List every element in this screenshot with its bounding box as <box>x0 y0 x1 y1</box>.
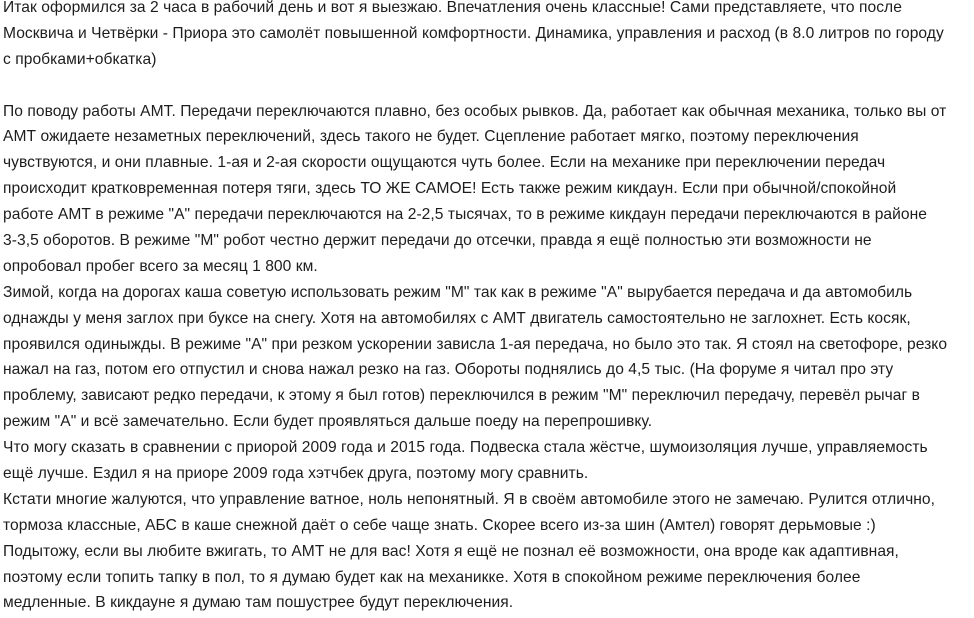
text-line: медленные. В кикдауне я думаю там пошустрее будут переключения. <box>3 594 514 612</box>
text-line: Что могу сказать в сравнении с приорой 2009 года и 2015 года. Подвеска стала жёстче, шумоизоляция лучше, управляемость <box>3 439 928 457</box>
text-line: работе АМТ в режиме "А" передачи переключаются на 2-2,5 тысячах, то в режиме кикдаун передачи переключаются в районе <box>3 206 928 224</box>
text-line: 3-3,5 оборотов. В режиме "М" робот честно держит передачи до отсечки, правда я ещё полностью эти возможности не <box>3 232 872 250</box>
text-line: ещё лучше. Ездил я на приоре 2009 года хэтчбек друга, поэтому могу сравнить. <box>3 465 589 483</box>
text-line: однажды у меня заглох при буксе на снегу. Хотя на автомобилях с АМТ двигатель самостоятельно не заглохнет. Есть косяк, <box>3 309 911 327</box>
text-line: чувствуются, и они плавные. 1-ая и 2-ая скорости ощущаются чуть более. Если на механике при переключении передач <box>3 154 886 172</box>
text-line: режим "А" и всё замечательно. Если будет проявляться дальше поеду на перепрошивку. <box>3 413 653 431</box>
text-line: нажал на газ, потом его отпустил и снова нажал резко на газ. Обороты поднялись до 4,5 тыс. (На форуме я читал про эту <box>3 361 894 379</box>
text-line: проблему, зависают редко передачи, к этому я был готов) переключился в режим "М" переключил передачу, перевёл рычаг в <box>3 387 920 405</box>
text-line: Итак оформился за 2 часа в рабочий день и вот я выезжаю. Впечатления очень классные! Сами представляете, что после <box>3 0 902 16</box>
text-line: По поводу работы АМТ. Передачи переключаются плавно, без особых рывков. Да, работает как обычная механика, только вы от <box>3 102 947 120</box>
text-line: происходит кратковременная потеря тяги, здесь ТО ЖЕ САМОЕ! Есть также режим кикдаун. Если при обычной/спокойной <box>3 180 897 198</box>
text-line: поэтому если топить тапку в пол, то я думаю будет как на механикке. Хотя в спокойном режиме переключения более <box>3 568 861 586</box>
text-line: Подытожу, если вы любите вжигать, то АМТ не для вас! Хотя я ещё не познал её возможности, она вроде как адаптивная, <box>3 542 899 560</box>
text-line: проявился одиныжды. В режиме "А" при резком ускорении зависла 1-ая передача, но было это так. Я стоял на светофоре, резко <box>3 335 948 353</box>
text-line: Зимой, когда на дорогах каша советую использовать режим "М" так как в режиме "А" вырубается передача и да автомобиль <box>3 283 913 301</box>
text-line: Москвича и Четвёрки - Приора это самолёт повышенной комфортности. Динамика, управления и расход (в 8.0 литров по городу <box>3 24 944 42</box>
text-line: Кстати многие жалуются, что управление ватное, ноль непонятный. Я в своём автомобиле этого не замечаю. Рулится отлично, <box>3 490 936 508</box>
text-line: опробовал пробег всего за месяц 1 800 км. <box>3 257 318 275</box>
review-text <box>3 0 969 616</box>
text-line: АМТ ожидаете незаметных переключений, здесь такого не будет. Сцепление работает мягко, поэтому переключения <box>3 128 859 146</box>
paragraph-gap <box>3 73 969 99</box>
text-line: тормоза классные, АБС в каше снежной даёт о себе чаще знать. Скорее всего из-за шин (Амтел) говорят дерьмовые :) <box>3 516 876 534</box>
text-line: с пробками+обкатка) <box>3 50 157 68</box>
